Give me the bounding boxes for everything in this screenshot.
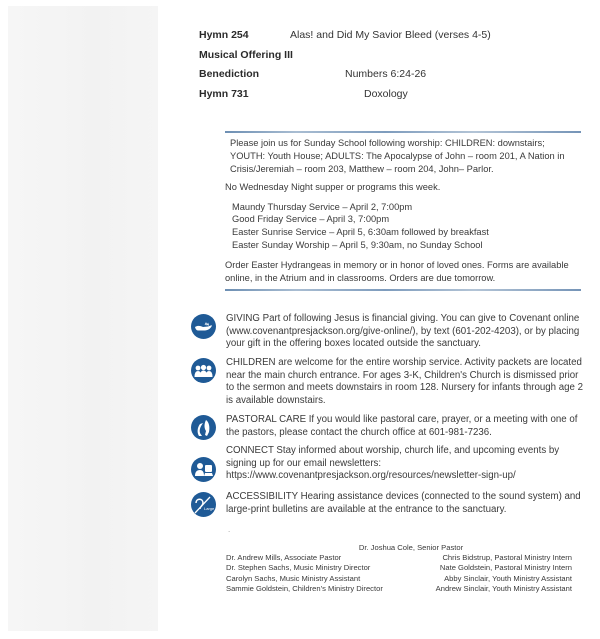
staff-member: Carolyn Sachs, Music Ministry Assistant [226,573,361,583]
staff-member: Abby Sinclair, Youth Ministry Assistant [444,573,572,583]
divider-bottom [225,289,581,291]
staff-member: Andrew Sinclair, Youth Ministry Assistant [435,583,572,593]
stray-mark: . [228,525,231,534]
info-item-pastoral-care [191,414,586,441]
order-label: Hymn 254 [199,29,249,41]
newsletter-link[interactable]: https://www.covenantpresjackson.org/resources/newsletter-sign-up/ [226,470,516,482]
info-item-connect [191,445,586,485]
info-item-giving [191,313,586,352]
staff-list [226,543,572,594]
connect-text: CONNECT Stay informed about worship, church life, and upcoming events by signing up for our email newsletters: [226,445,560,469]
large-print-caption: Large Print [203,505,224,511]
order-label: Benediction [199,68,260,80]
order-label: Hymn 731 [199,87,249,100]
event-item: Good Friday Service – April 3, 7:00pm [232,214,390,225]
info-list [191,313,586,517]
staff-column-right [436,553,572,594]
wednesday-announcement: No Wednesday Night supper or programs this week. [225,182,441,193]
staff-member: Nate Goldstein, Pastoral Ministry Intern [439,563,572,573]
info-item-accessibility [191,491,586,517]
staff-columns [226,553,572,594]
staff-member: Chris Bidstrup, Pastoral Ministry Intern [442,553,572,563]
giving-hand-icon [191,314,216,339]
accessibility-text: ACCESSIBILITY Hearing assistance devices (connected to the sound system) and large-print bulletins are available at the entrance to the sanctuary. [226,491,581,515]
info-item-children [191,357,586,409]
order-item-hymn-254 [199,29,589,49]
scan-shadow [8,6,158,631]
order-item-hymn-731 [199,88,589,108]
sunday-school-announcement: Please join us for Sunday School following worship: CHILDREN: downstairs; YOUTH: Youth House; ADULTS: The Apocalypse of John – room 201, A Nation in Crisis/Jeremiah – room 203, Matthew – room 204, John– Parlor. [230,137,565,175]
staff-member: Sammie Goldstein, Children’s Ministry Director [226,583,383,593]
order-value: Numbers 6:24-26 [345,68,427,80]
staff-member: Dr. Andrew Mills, Associate Pastor [226,553,342,563]
children-group-icon [191,358,216,383]
staff-member: Dr. Stephen Sachs, Music Ministry Director [226,563,371,573]
announcements-box [225,131,581,291]
children-text: CHILDREN are welcome for the entire worship service. Activity packets are located near the main church entrance. For ages 3-K, Children's Church is dismissed prior to the sermon and meets downstairs in room 128. Nursery for infants through age 2 is available downstairs. [226,357,584,406]
order-item-musical-offering [199,49,589,69]
praying-hands-icon [191,415,216,440]
giving-text: GIVING Part of following Jesus is financial giving. You can give to Covenant online (www.covenantpresjackson.org/give-online/), by text (601-202-4203), or by placing your gift in the offering boxes located outside the sanctuary. [226,313,580,350]
accessibility-hearing-large-print-icon [191,492,224,517]
hydrangeas-announcement: Order Easter Hydrangeas in memory or in honor of loved ones. Forms are available online, in the Atrium and in classrooms. Orders are due tomorrow. [225,259,569,284]
staff-column-left [226,553,383,594]
order-item-benediction [199,68,589,88]
pastoral-care-text: PASTORAL CARE If you would like pastoral care, prayer, or a meeting with one of the pastors, please contact the church office at 601-981-7236. [226,414,578,438]
event-item: Easter Sunday Worship – April 5, 9:30am, no Sunday School [232,240,483,251]
holy-week-events [225,201,581,252]
order-value: Alas! and Did My Savior Bleed (verses 4-5) [290,29,491,41]
event-item: Maundy Thursday Service – April 2, 7:00pm [232,201,413,212]
order-label: Musical Offering III [199,48,293,61]
event-item: Easter Sunrise Service – April 5, 6:30am followed by breakfast [232,227,489,238]
senior-pastor: Dr. Joshua Cole, Senior Pastor [358,543,464,552]
order-value: Doxology [364,87,408,100]
connect-people-icon [191,457,216,482]
order-of-worship [199,29,589,107]
divider-top [225,131,581,133]
